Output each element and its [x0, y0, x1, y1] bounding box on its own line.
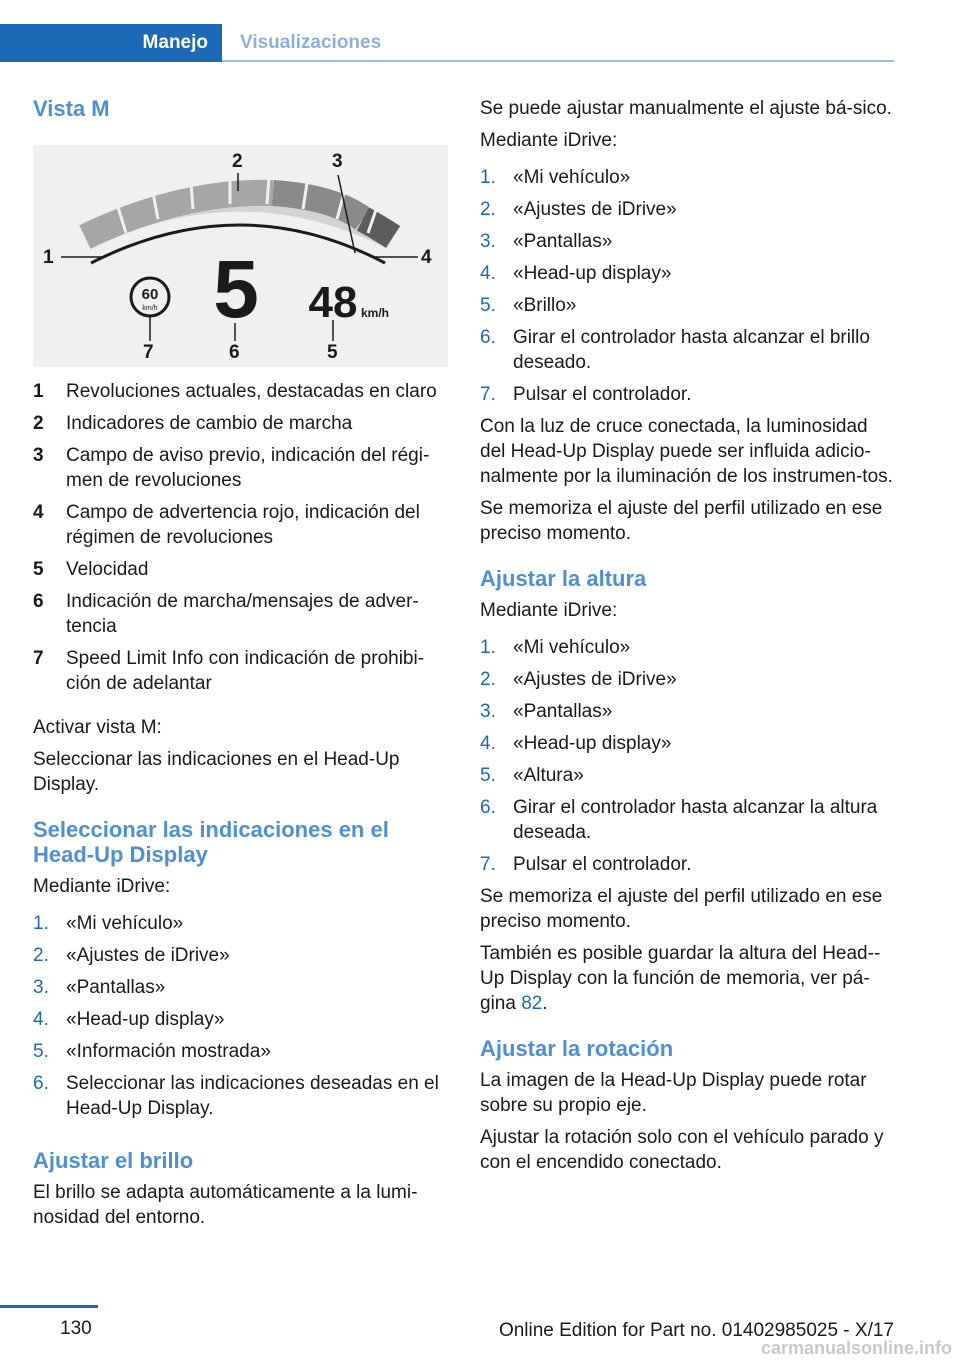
step-num: 3.: [33, 977, 49, 998]
step-item: [480, 197, 895, 222]
gear-indicator: 5: [213, 244, 259, 335]
step-num: 4.: [480, 733, 496, 754]
legend-list: [33, 379, 448, 696]
step-num: 1.: [33, 913, 49, 934]
height-note-2: [480, 941, 895, 1016]
step-num: 6.: [480, 327, 496, 348]
step-num: 3.: [480, 231, 496, 252]
step-item: [480, 382, 895, 407]
activate-label: Activar vista M:: [33, 717, 162, 738]
step-num: 6.: [33, 1073, 49, 1094]
callout-4: 4: [421, 247, 432, 268]
speed-value: 48: [308, 278, 358, 327]
step-text: «Mi vehículo»: [66, 913, 184, 934]
step-item: [480, 635, 895, 660]
step-text: Pulsar el controlador.: [513, 384, 692, 405]
legend-text: Speed Limit Info con indicación de prohibi-ción de adelantar: [66, 648, 425, 694]
header-rule: [222, 60, 894, 62]
step-item: [480, 667, 895, 692]
step-num: 2.: [480, 199, 496, 220]
vista-m-title: Vista M: [33, 96, 110, 121]
legend-item: [33, 646, 448, 696]
rotation-text-1: La imagen de la Head-Up Display puede rotar sobre su propio eje.: [480, 1070, 867, 1116]
step-num: 1.: [480, 637, 496, 658]
step-item: [480, 763, 895, 788]
step-text: Seleccionar las indicaciones deseadas en el Head-Up Display.: [66, 1073, 439, 1119]
step-num: 5.: [480, 765, 496, 786]
legend-text: Velocidad: [66, 559, 149, 580]
step-num: 4.: [33, 1009, 49, 1030]
section-brightness-title: Ajustar el brillo: [33, 1148, 194, 1173]
edition-text: Online Edition for Part no. 01402985025 - X/17: [498, 1320, 894, 1341]
height-note-2-text: También es posible guardar la altura del Head--Up Display con la función de memoria, ver pá-gina: [480, 943, 881, 1014]
step-text: Girar el controlador hasta alcanzar el brillo deseado.: [513, 327, 870, 373]
height-note-2-end: .: [542, 993, 548, 1014]
page-link[interactable]: 82: [521, 993, 543, 1014]
legend-text: Indicación de marcha/mensajes de adver-tencia: [66, 591, 419, 637]
step-item: [480, 165, 895, 190]
step-item: [480, 261, 895, 286]
brightness-intro: Se puede ajustar manualmente el ajuste bá-sico.: [480, 98, 892, 119]
step-item: [480, 731, 895, 756]
step-item: [480, 293, 895, 318]
step-item: [33, 1007, 448, 1032]
section-rotation-title: Ajustar la rotación: [480, 1036, 674, 1061]
legend-text: Campo de aviso previo, indicación del régi-men de revoluciones: [66, 445, 430, 491]
callout-3: 3: [332, 151, 343, 172]
right-column: [480, 96, 895, 1175]
legend-num: 2: [33, 413, 44, 434]
step-text: «Pantallas»: [513, 231, 613, 252]
rpm-red-segments: [363, 219, 393, 237]
step-text: «Head-up display»: [513, 263, 672, 284]
footer-rule: [0, 1305, 98, 1308]
step-text: «Ajustes de iDrive»: [66, 945, 230, 966]
step-text: «Pantallas»: [513, 701, 613, 722]
step-num: 1.: [480, 167, 496, 188]
callout-7: 7: [143, 342, 154, 363]
step-text: «Información mostrada»: [66, 1041, 271, 1062]
step-num: 6.: [480, 797, 496, 818]
legend-num: 1: [33, 381, 44, 402]
height-note-1: Se memoriza el ajuste del perfil utilizado en ese preciso momento.: [480, 886, 883, 932]
step-text: «Head-up display»: [513, 733, 672, 754]
step-num: 5.: [33, 1041, 49, 1062]
legend-item: [33, 557, 448, 582]
legend-item: [33, 411, 448, 436]
brightness-steps: [480, 165, 895, 407]
step-item: [480, 795, 895, 845]
callout-1: 1: [43, 247, 54, 268]
brightness-idrive-label: Mediante iDrive:: [480, 130, 618, 151]
watermark: carmanualsonline.info: [760, 1338, 952, 1358]
step-item: [33, 1071, 448, 1121]
step-item: [480, 852, 895, 877]
page-number: 130: [60, 1318, 92, 1339]
step-num: 2.: [33, 945, 49, 966]
step-num: 7.: [480, 854, 496, 875]
step-text: «Altura»: [513, 765, 584, 786]
brightness-note-2: Se memoriza el ajuste del perfil utilizado en ese preciso momento.: [480, 498, 883, 544]
step-text: «Ajustes de iDrive»: [513, 199, 677, 220]
step-item: [33, 1039, 448, 1064]
step-num: 5.: [480, 295, 496, 316]
step-num: 4.: [480, 263, 496, 284]
legend-item: [33, 379, 448, 404]
step-item: [480, 229, 895, 254]
step-item: [480, 699, 895, 724]
m-view-figure: [33, 145, 448, 367]
step-item: [33, 943, 448, 968]
section-brightness-text: El brillo se adapta automáticamente a la lumi-nosidad del entorno.: [33, 1182, 418, 1228]
step-num: 2.: [480, 669, 496, 690]
section-height-title: Ajustar la altura: [480, 566, 647, 591]
height-idrive-label: Mediante iDrive:: [480, 600, 618, 621]
activate-text: Seleccionar las indicaciones en el Head-Up Display.: [33, 749, 400, 795]
callout-5: 5: [327, 342, 338, 363]
left-column: [33, 96, 448, 1230]
rotation-text-2: Ajustar la rotación solo con el vehículo parado y con el encendido conectado.: [480, 1127, 884, 1173]
step-text: «Mi vehículo»: [513, 637, 631, 658]
speed-unit: km/h: [361, 306, 390, 320]
speed-limit-unit: km/h: [142, 305, 158, 312]
select-steps: [33, 911, 448, 1121]
step-text: «Head-up display»: [66, 1009, 225, 1030]
legend-text: Campo de advertencia rojo, indicación del régimen de revoluciones: [66, 502, 420, 548]
step-text: «Brillo»: [513, 295, 577, 316]
legend-num: 4: [33, 502, 44, 523]
section-select-intro: Mediante iDrive:: [33, 876, 171, 897]
step-text: Pulsar el controlador.: [513, 854, 692, 875]
callout-6: 6: [229, 342, 240, 363]
header-tab-visualizaciones[interactable]: Visualizaciones: [240, 32, 382, 53]
m-view-illustration: [33, 145, 448, 367]
step-num: 7.: [480, 384, 496, 405]
brightness-note-1: Con la luz de cruce conectada, la luminosidad del Head-Up Display puede ser influida adicio-nalmente por la iluminación de los instrumen-tos.: [480, 416, 893, 487]
legend-text: Revoluciones actuales, destacadas en claro: [66, 381, 437, 402]
legend-item: [33, 443, 448, 493]
legend-text: Indicadores de cambio de marcha: [66, 413, 353, 434]
step-num: 3.: [480, 701, 496, 722]
step-text: «Mi vehículo»: [513, 167, 631, 188]
section-select-title: Seleccionar las indicaciones en el Head-Up Display: [33, 817, 389, 867]
legend-item: [33, 500, 448, 550]
callout-2: 2: [232, 151, 243, 172]
step-item: [33, 975, 448, 1000]
step-text: «Pantallas»: [66, 977, 166, 998]
step-text: «Ajustes de iDrive»: [513, 669, 677, 690]
legend-num: 6: [33, 591, 44, 612]
speed-limit-value: 60: [141, 286, 159, 303]
legend-num: 3: [33, 445, 44, 466]
legend-item: [33, 589, 448, 639]
legend-num: 5: [33, 559, 44, 580]
header-tab-manejo[interactable]: Manejo: [142, 32, 208, 53]
step-item: [33, 911, 448, 936]
step-item: [480, 325, 895, 375]
step-text: Girar el controlador hasta alcanzar la altura deseada.: [513, 797, 878, 843]
legend-num: 7: [33, 648, 44, 669]
height-steps: [480, 635, 895, 877]
